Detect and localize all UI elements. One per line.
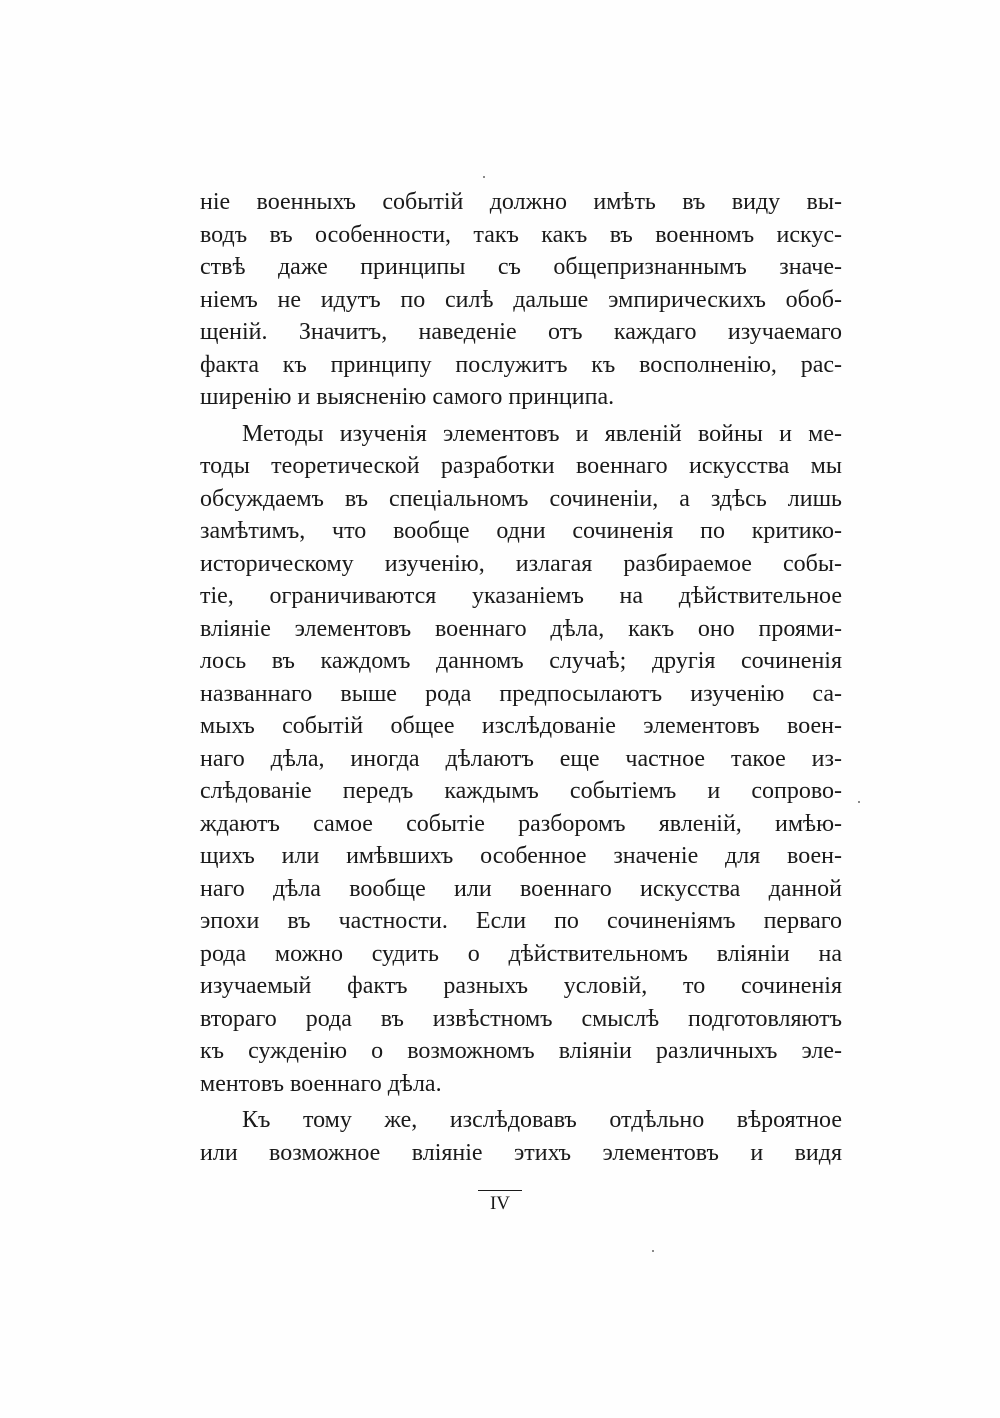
text-line: ширенію и выясненію самого принципа. — [200, 384, 615, 410]
text-line: вліяніе элементовъ военнаго дѣла, какъ оно проями- — [200, 615, 842, 642]
text-line: рода можно судить о дѣйствительномъ вліяніи на — [200, 940, 842, 967]
text-line: обсуждаемъ въ спеціальномъ сочиненіи, а здѣсь лишь — [200, 485, 842, 512]
text-line: втораго рода въ извѣстномъ смыслѣ подготовляютъ — [200, 1005, 842, 1032]
body-text — [200, 186, 842, 1169]
page-number-rule — [478, 1190, 522, 1191]
text-line: названнаго выше рода предпосылаютъ изученію са- — [200, 680, 842, 707]
text-line: ждаютъ самое событіе разборомъ явленій, имѣю- — [200, 810, 842, 837]
text-line: эпохи въ частности. Если по сочиненіямъ перваго — [200, 908, 842, 934]
text-line: лось въ каждомъ данномъ случаѣ; другія сочиненія — [200, 648, 842, 674]
text-line: наго дѣла, иногда дѣлаютъ еще частное такое из- — [200, 745, 842, 772]
text-line: водъ въ особенности, такъ какъ въ военномъ искус- — [200, 221, 842, 248]
text-line: изучаемый фактъ разныхъ условій, то сочиненія — [200, 973, 842, 999]
text-line: слѣдованіе передъ каждымъ событіемъ и сопрово- — [200, 778, 842, 804]
text-line: ствѣ даже принципы съ общепризнаннымъ значе- — [200, 254, 842, 280]
text-line: тіе, ограничиваются указаніемъ на дѣйствительное — [200, 583, 842, 609]
scan-speck — [652, 1250, 654, 1252]
page-number — [0, 1190, 1000, 1215]
text-line: или возможное вліяніе этихъ элементовъ и видя — [200, 1139, 842, 1166]
paragraph-2 — [200, 418, 842, 1101]
paragraph-3 — [200, 1104, 842, 1169]
text-line: мыхъ событій общее изслѣдованіе элементовъ воен- — [200, 713, 842, 739]
text-line: наго дѣла вообще или военнаго искусства данной — [200, 875, 842, 902]
text-line: ніе военныхъ событій должно имѣть въ виду вы- — [200, 189, 842, 215]
text-line: ментовъ военнаго дѣла. — [200, 1070, 442, 1097]
text-line: щеній. Значитъ, наведеніе отъ каждаго изучаемаго — [200, 319, 842, 345]
text-line: ніемъ не идутъ по силѣ дальше эмпирическихъ обоб- — [200, 286, 842, 313]
scan-speck — [858, 801, 860, 803]
text-line: историческому изученію, излагая разбираемое собы- — [200, 550, 842, 577]
text-line: Къ тому же, изслѣдовавъ отдѣльно вѣроятное — [242, 1107, 842, 1133]
page-number-label: IV — [489, 1193, 511, 1214]
text-line: тоды теоретической разработки военнаго искусства мы — [200, 453, 842, 479]
text-line: замѣтимъ, что вообще одни сочиненія по критико- — [200, 518, 842, 544]
text-line: Методы изученія элементовъ и явленій войны и ме- — [242, 420, 842, 447]
text-line: щихъ или имѣвшихъ особенное значеніе для воен- — [200, 843, 842, 869]
text-line: къ сужденію о возможномъ вліяніи различныхъ эле- — [200, 1038, 842, 1064]
paragraph-1 — [200, 186, 842, 414]
text-line: факта къ принципу послужитъ къ восполненію, рас- — [200, 351, 842, 378]
scan-speck — [483, 176, 485, 178]
